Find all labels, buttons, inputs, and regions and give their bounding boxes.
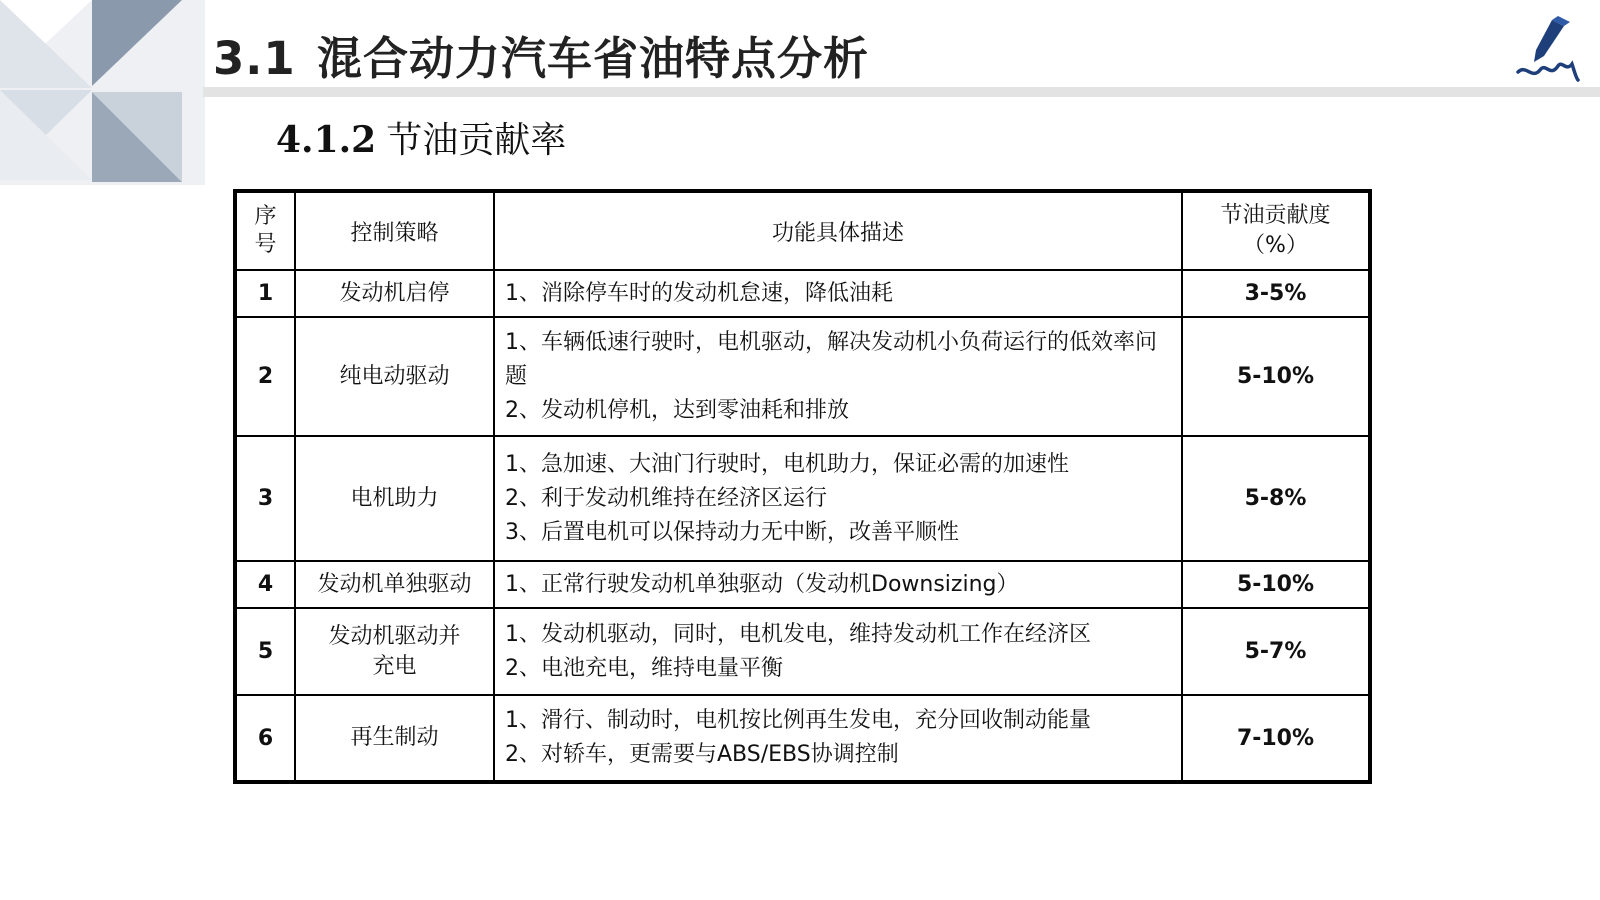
row-rate: 5-8% bbox=[1182, 436, 1370, 561]
row-description bbox=[494, 608, 1182, 695]
row-description bbox=[494, 436, 1182, 561]
row-strategy: 电机助力 bbox=[295, 436, 494, 561]
row-rate: 5-7% bbox=[1182, 608, 1370, 695]
pen-signature-icon bbox=[1512, 14, 1582, 84]
title-underline-bar bbox=[203, 87, 1600, 97]
description-line: 2、发动机停机，达到零油耗和排放 bbox=[505, 397, 849, 423]
row-description bbox=[494, 270, 1182, 317]
row-rate: 3-5% bbox=[1182, 270, 1370, 317]
description-line: 2、电池充电，维持电量平衡 bbox=[505, 655, 783, 681]
table-row bbox=[235, 436, 1370, 561]
description-line: 1、正常行驶发动机单独驱动（发动机Downsizing） bbox=[505, 571, 1019, 597]
row-description bbox=[494, 317, 1182, 436]
row-rate: 5-10% bbox=[1182, 561, 1370, 608]
row-seq: 1 bbox=[235, 270, 295, 317]
row-description bbox=[494, 561, 1182, 608]
header-strategy: 控制策略 bbox=[295, 191, 494, 270]
section-number: 3.1 bbox=[213, 32, 296, 85]
header-seq: 序号 bbox=[235, 191, 295, 270]
description-line: 1、发动机驱动，同时，电机发电，维持发动机工作在经济区 bbox=[505, 621, 1091, 647]
row-strategy: 发动机启停 bbox=[295, 270, 494, 317]
description-line: 3、后置电机可以保持动力无中断，改善平顺性 bbox=[505, 519, 959, 545]
section-title: 混合动力汽车省油特点分析 bbox=[317, 32, 870, 85]
subsection-heading bbox=[276, 112, 566, 163]
subsection-number: 4.1.2 bbox=[276, 119, 377, 161]
subsection-title: 节油贡献率 bbox=[386, 120, 567, 161]
row-seq: 3 bbox=[235, 436, 295, 561]
table-row bbox=[235, 317, 1370, 436]
row-seq: 5 bbox=[235, 608, 295, 695]
description-line: 1、消除停车时的发动机怠速，降低油耗 bbox=[505, 280, 893, 306]
row-strategy-text: 发动机驱动并充电 bbox=[328, 623, 461, 679]
row-seq: 4 bbox=[235, 561, 295, 608]
table-row bbox=[235, 695, 1370, 782]
description-line: 1、滑行、制动时，电机按比例再生发电，充分回收制动能量 bbox=[505, 708, 1091, 733]
header-description: 功能具体描述 bbox=[494, 191, 1182, 270]
table-row bbox=[235, 561, 1370, 608]
fuel-saving-table bbox=[233, 189, 1372, 784]
description-line: 2、利于发动机维持在经济区运行 bbox=[505, 485, 827, 511]
description-line: 1、车辆低速行驶时，电机驱动，解决发动机小负荷运行的低效率问题 bbox=[505, 329, 1157, 389]
row-strategy: 纯电动驱动 bbox=[295, 317, 494, 436]
description-line: 1、急加速、大油门行驶时，电机助力，保证必需的加速性 bbox=[505, 451, 1069, 477]
row-strategy: 再生制动 bbox=[295, 695, 494, 782]
row-rate: 5-10% bbox=[1182, 317, 1370, 436]
row-rate: 7-10% bbox=[1182, 695, 1370, 782]
page-title bbox=[213, 22, 869, 86]
description-line: 2、对轿车，更需要与ABS/EBS协调控制 bbox=[505, 742, 899, 767]
row-strategy: 发动机单独驱动 bbox=[295, 561, 494, 608]
row-seq: 6 bbox=[235, 695, 295, 782]
table-row bbox=[235, 608, 1370, 695]
table-header-row bbox=[235, 191, 1370, 270]
row-strategy bbox=[295, 608, 494, 695]
corner-decoration bbox=[0, 0, 205, 185]
row-seq: 2 bbox=[235, 317, 295, 436]
table-row bbox=[235, 270, 1370, 317]
row-description bbox=[494, 695, 1182, 782]
header-rate: 节油贡献度（%） bbox=[1182, 191, 1370, 270]
